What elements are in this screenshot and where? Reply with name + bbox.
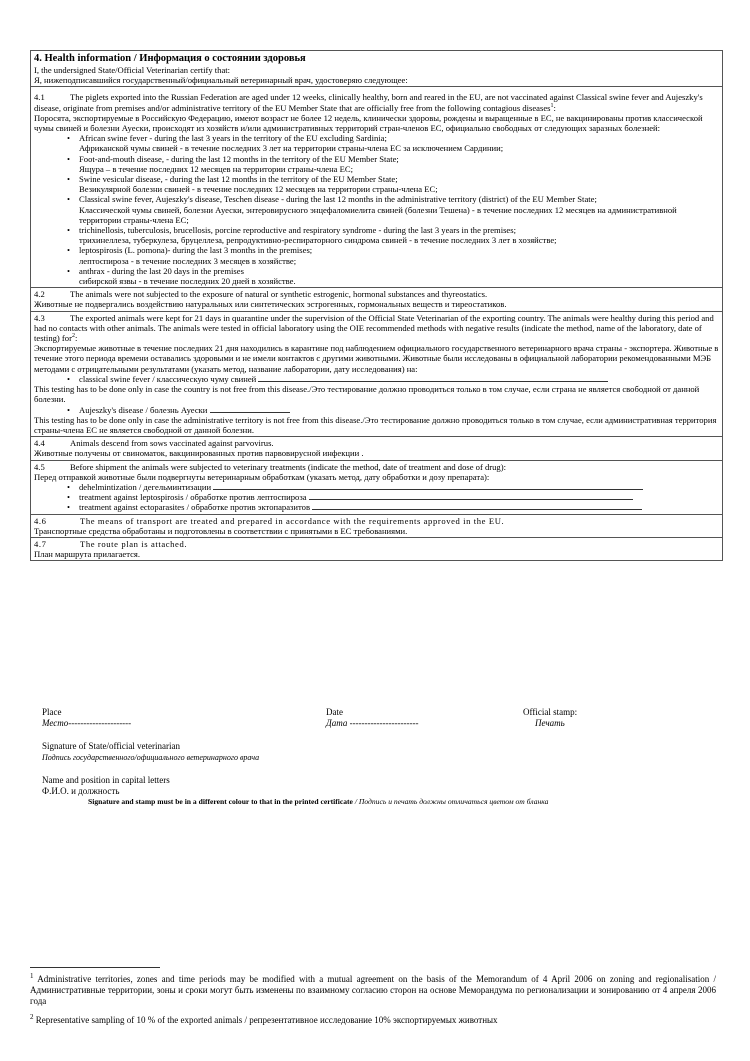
item-ru: Везикулярной болезни свиней - в течение последних 12 месяцев на территории страны-члена ЕС; xyxy=(79,184,438,195)
clause-punct: : xyxy=(74,333,78,344)
treatment-item: dehelmintization / дегельминтизации xyxy=(79,481,212,492)
item-en: • Swine vesicular disease, - during the last 12 months in the territory of the EU Member State; xyxy=(79,174,398,185)
list-item xyxy=(67,266,719,286)
item-en: • anthrax - during the last 20 days in the premises xyxy=(79,265,244,276)
name-field[interactable]: Ф.И.О. и должность xyxy=(42,786,120,796)
treatment-list xyxy=(34,482,719,513)
list-item xyxy=(67,374,719,384)
clause-text: The means of transport are treated and prepared in accordance with the requirements approved in the EU. xyxy=(80,515,505,526)
date-label: Date xyxy=(326,707,343,717)
item-en: • trichinellosis, tuberculosis, brucellosis, porcine reproductive and respiratory syndrome - during the last 3 years in the premises; xyxy=(79,225,516,236)
section-header xyxy=(31,51,722,87)
section-title: 4. Health information / Информация о состоянии здоровья xyxy=(34,53,306,64)
clause-text: Animals descend from sows vaccinated against parvovirus. xyxy=(70,438,274,449)
clause-text: Before shipment the animals were subjected to veterinary treatments (indicate the method, date of treatment and dose of drug): xyxy=(70,461,506,472)
clause-text-ru: Экспортируемые животные в течение последних 21 дня находились в карантине под наблюдением официального государственного ветеринарного врача страны - экспортера. Животные в течение этого периода времени оставались здоровыми и не имели контактов с другими животными. Животные были исследованы в официальной лаборатории рекомендованными МЭБ методами с отрицательными результатами (указать метод, название лаборатории, дату исследования) на: xyxy=(34,343,719,374)
clause-text-ru: Животные получены от свиноматок, вакцинированных против парвовирусной инфекции . xyxy=(34,448,364,459)
signature-label: Signature of State/official veterinarian xyxy=(42,741,181,751)
list-item xyxy=(67,225,719,245)
footnote-divider xyxy=(30,967,160,968)
item-ru: Ящура – в течение последних 12 месяцев на территории страны-члена ЕС; xyxy=(79,163,354,174)
item-ru: лептоспироза - в течение последних 3 месяцев в хозяйстве; xyxy=(79,255,297,266)
clause-4-3 xyxy=(31,312,722,437)
clause-text: The piglets exported into the Russian Federation are aged under 12 weeks, clinically healthy, born and reared in the EU, are not vaccinated against Classical swine fever and Aujeszky's disease, originate from premises and/or administrative territory of the EU Member State that are officially free from the following contagious diseases xyxy=(34,92,703,113)
clause-number: 4.1 xyxy=(34,92,45,103)
signature-field[interactable]: Подпись государственного/официального ветеринарного врача xyxy=(42,753,260,762)
clause-number: 4.6 xyxy=(34,515,47,526)
item-en: • African swine fever - during the last 3 years in the territory of the EU excluding Sardinia; xyxy=(79,133,387,144)
item-ru: сибирской язвы - в течение последних 20 дней в хозяйстве. xyxy=(79,276,296,287)
footnote-number: 2 xyxy=(30,1013,34,1021)
list-item xyxy=(67,174,719,194)
clause-number: 4.7 xyxy=(34,538,47,549)
fill-field[interactable] xyxy=(210,405,290,413)
item-en: • leptospirosis (L. pomona)- during the last 3 months in the premises; xyxy=(79,245,313,256)
test-item: classical swine fever / классическую чуму свиней xyxy=(79,373,257,384)
test-note: This testing has to be done only in case the country is not free from this disease./Это тестирование должно проводиться только в том случае, если страна не является свободной от данной болезни. xyxy=(34,384,700,405)
clause-4-4 xyxy=(31,437,722,460)
clause-4-1-en xyxy=(34,92,719,112)
footnote-ref: 1 xyxy=(550,102,554,109)
name-label: Name and position in capital letters xyxy=(42,775,170,785)
clause-number: 4.2 xyxy=(34,289,45,300)
fill-field[interactable] xyxy=(312,502,642,510)
place-field[interactable]: Место--------------------- xyxy=(42,718,132,728)
item-en: • Foot-and-mouth disease, - during the last 12 months in the territory of the EU Member State; xyxy=(79,153,399,164)
list-item xyxy=(67,405,719,415)
health-information-table xyxy=(30,50,723,561)
list-item xyxy=(67,492,719,502)
clause-text-ru: Перед отправкой животные были подвергнуты ветеринарным обработкам (указать метод, дату обработки и дозу препарата): xyxy=(34,471,490,482)
fill-field[interactable] xyxy=(258,374,608,382)
clause-number: 4.3 xyxy=(34,312,45,323)
stamp-field[interactable]: Печать xyxy=(535,718,565,728)
list-item xyxy=(67,194,719,225)
fill-field[interactable] xyxy=(309,492,633,500)
fill-field[interactable] xyxy=(213,482,643,490)
footnote-1 xyxy=(30,974,716,1007)
clause-4-1-ru: Поросята, экспортируемые в Российскую Федерацию, имеют возраст не более 12 недель, клинически здоровы, рождены и выращенные в ЕС, не вакцинированы против классической чумы свиней и болезни Ауески, происходят из хозяйств и/или административных территорий стран-членов ЕС, официально свободных от следующих заразных болезней: xyxy=(34,112,703,134)
footnote-ref: 2 xyxy=(71,333,75,340)
colour-note xyxy=(88,797,548,806)
treatment-item: treatment against ectoparasites / обработке против эктопаразитов xyxy=(79,502,311,513)
list-item xyxy=(67,482,719,492)
clause-text: The exported animals were kept for 21 days in quarantine under the supervision of the Official State Veterinarian of the exporting country. The animals were healthy during this period and had no contacts with other animals. The animals were tested in official laboratory using the OIE recommended methods with negative results (indicate the method, name of the laboratory, date of testing) for xyxy=(34,312,714,344)
clause-4-7 xyxy=(31,538,722,560)
clause-number: 4.4 xyxy=(34,438,45,449)
list-item xyxy=(67,502,719,512)
clause-punct: : xyxy=(553,102,556,113)
stamp-label: Official stamp: xyxy=(523,707,578,717)
footnote-text: Administrative territories, zones and time periods may be modified with a mutual agreement on the basis of the Memorandum of 4 April 2006 on zoning and regionalisation / Административные территории, зоны и сроки могут быть изменены по взаимному согласию сторон на основе Меморандума по регионализации и зонированию от 4 апреля 2006 года xyxy=(30,974,716,1006)
note-ru: / Подпись и печать должны отличаться цветом от бланка xyxy=(354,797,549,806)
certify-en: I, the undersigned State/Official Veterinarian certify that: xyxy=(34,65,231,75)
certify-ru: Я, нижеподписавшийся государственный/официальный ветеринарный врач, удостоверяю следующее: xyxy=(34,75,408,86)
clause-4-5 xyxy=(31,461,722,515)
clause-text: The route plan is attached. xyxy=(80,538,188,549)
clause-text-ru: План маршрута прилагается. xyxy=(34,549,140,560)
item-ru: Африканской чумы свиней - в течение последних 3 лет на территории страны-члена ЕС за исключением Сардинии; xyxy=(79,143,504,154)
clause-text: The animals were not subjected to the exposure of natural or synthetic estrogenic, hormonal substances and thyreostatics. xyxy=(70,289,488,300)
item-ru: Классической чумы свиней, болезни Ауески, энтеровирусного энцефаломиелита свиней (болезни Тешена) - в течение последних 12 месяцев на административной территории страны-члена ЕС; xyxy=(79,204,677,225)
footnote-number: 1 xyxy=(30,972,34,980)
clause-text-ru: Транспортные средства обработаны и подготовлены в соответствии с принятыми в ЕС требованиями. xyxy=(34,525,408,536)
footnote-text: Representative sampling of 10 % of the exported animals / репрезентативное исследование 10% экспортируемых животных xyxy=(35,1015,498,1025)
note-en: Signature and stamp must be in a different colour to that in the printed certificate xyxy=(88,797,353,806)
test-list xyxy=(34,374,719,384)
test-item: Aujeszky's disease / болезнь Ауески xyxy=(79,404,208,415)
date-field[interactable]: Дата ----------------------- xyxy=(326,718,419,728)
disease-list xyxy=(34,133,719,286)
clause-4-2 xyxy=(31,288,722,311)
clause-number: 4.5 xyxy=(34,461,45,472)
treatment-item: treatment against leptospirosis / обработке против лептоспироза xyxy=(79,492,307,503)
item-en: • Classical swine fever, Aujeszky's disease, Teschen disease - during the last 12 months in the administrative territory (district) of the EU Member State; xyxy=(79,194,597,205)
test-list xyxy=(34,405,719,415)
list-item xyxy=(67,154,719,174)
clause-4-1 xyxy=(31,87,722,288)
list-item xyxy=(67,245,719,265)
clause-4-6 xyxy=(31,515,722,538)
list-item xyxy=(67,133,719,153)
clause-text-ru: Животные не подвергались воздействию натуральных или синтетических эстрогенных, гормональных веществ и тиреостатиков. xyxy=(34,299,507,310)
test-note: This testing has to be done only in case the administrative territory is not free from this disease./Это тестирование должно проводиться только в том случае, если административная территория страны-члена ЕС не является свободной от данной болезни. xyxy=(34,414,717,435)
place-label: Place xyxy=(42,707,62,717)
item-ru: трихинеллеза, туберкулеза, бруцеллеза, репродуктивно-респираторного синдрома свиней - в течение последних 3 лет в хозяйстве; xyxy=(79,235,557,246)
footnote-2 xyxy=(30,1015,716,1026)
